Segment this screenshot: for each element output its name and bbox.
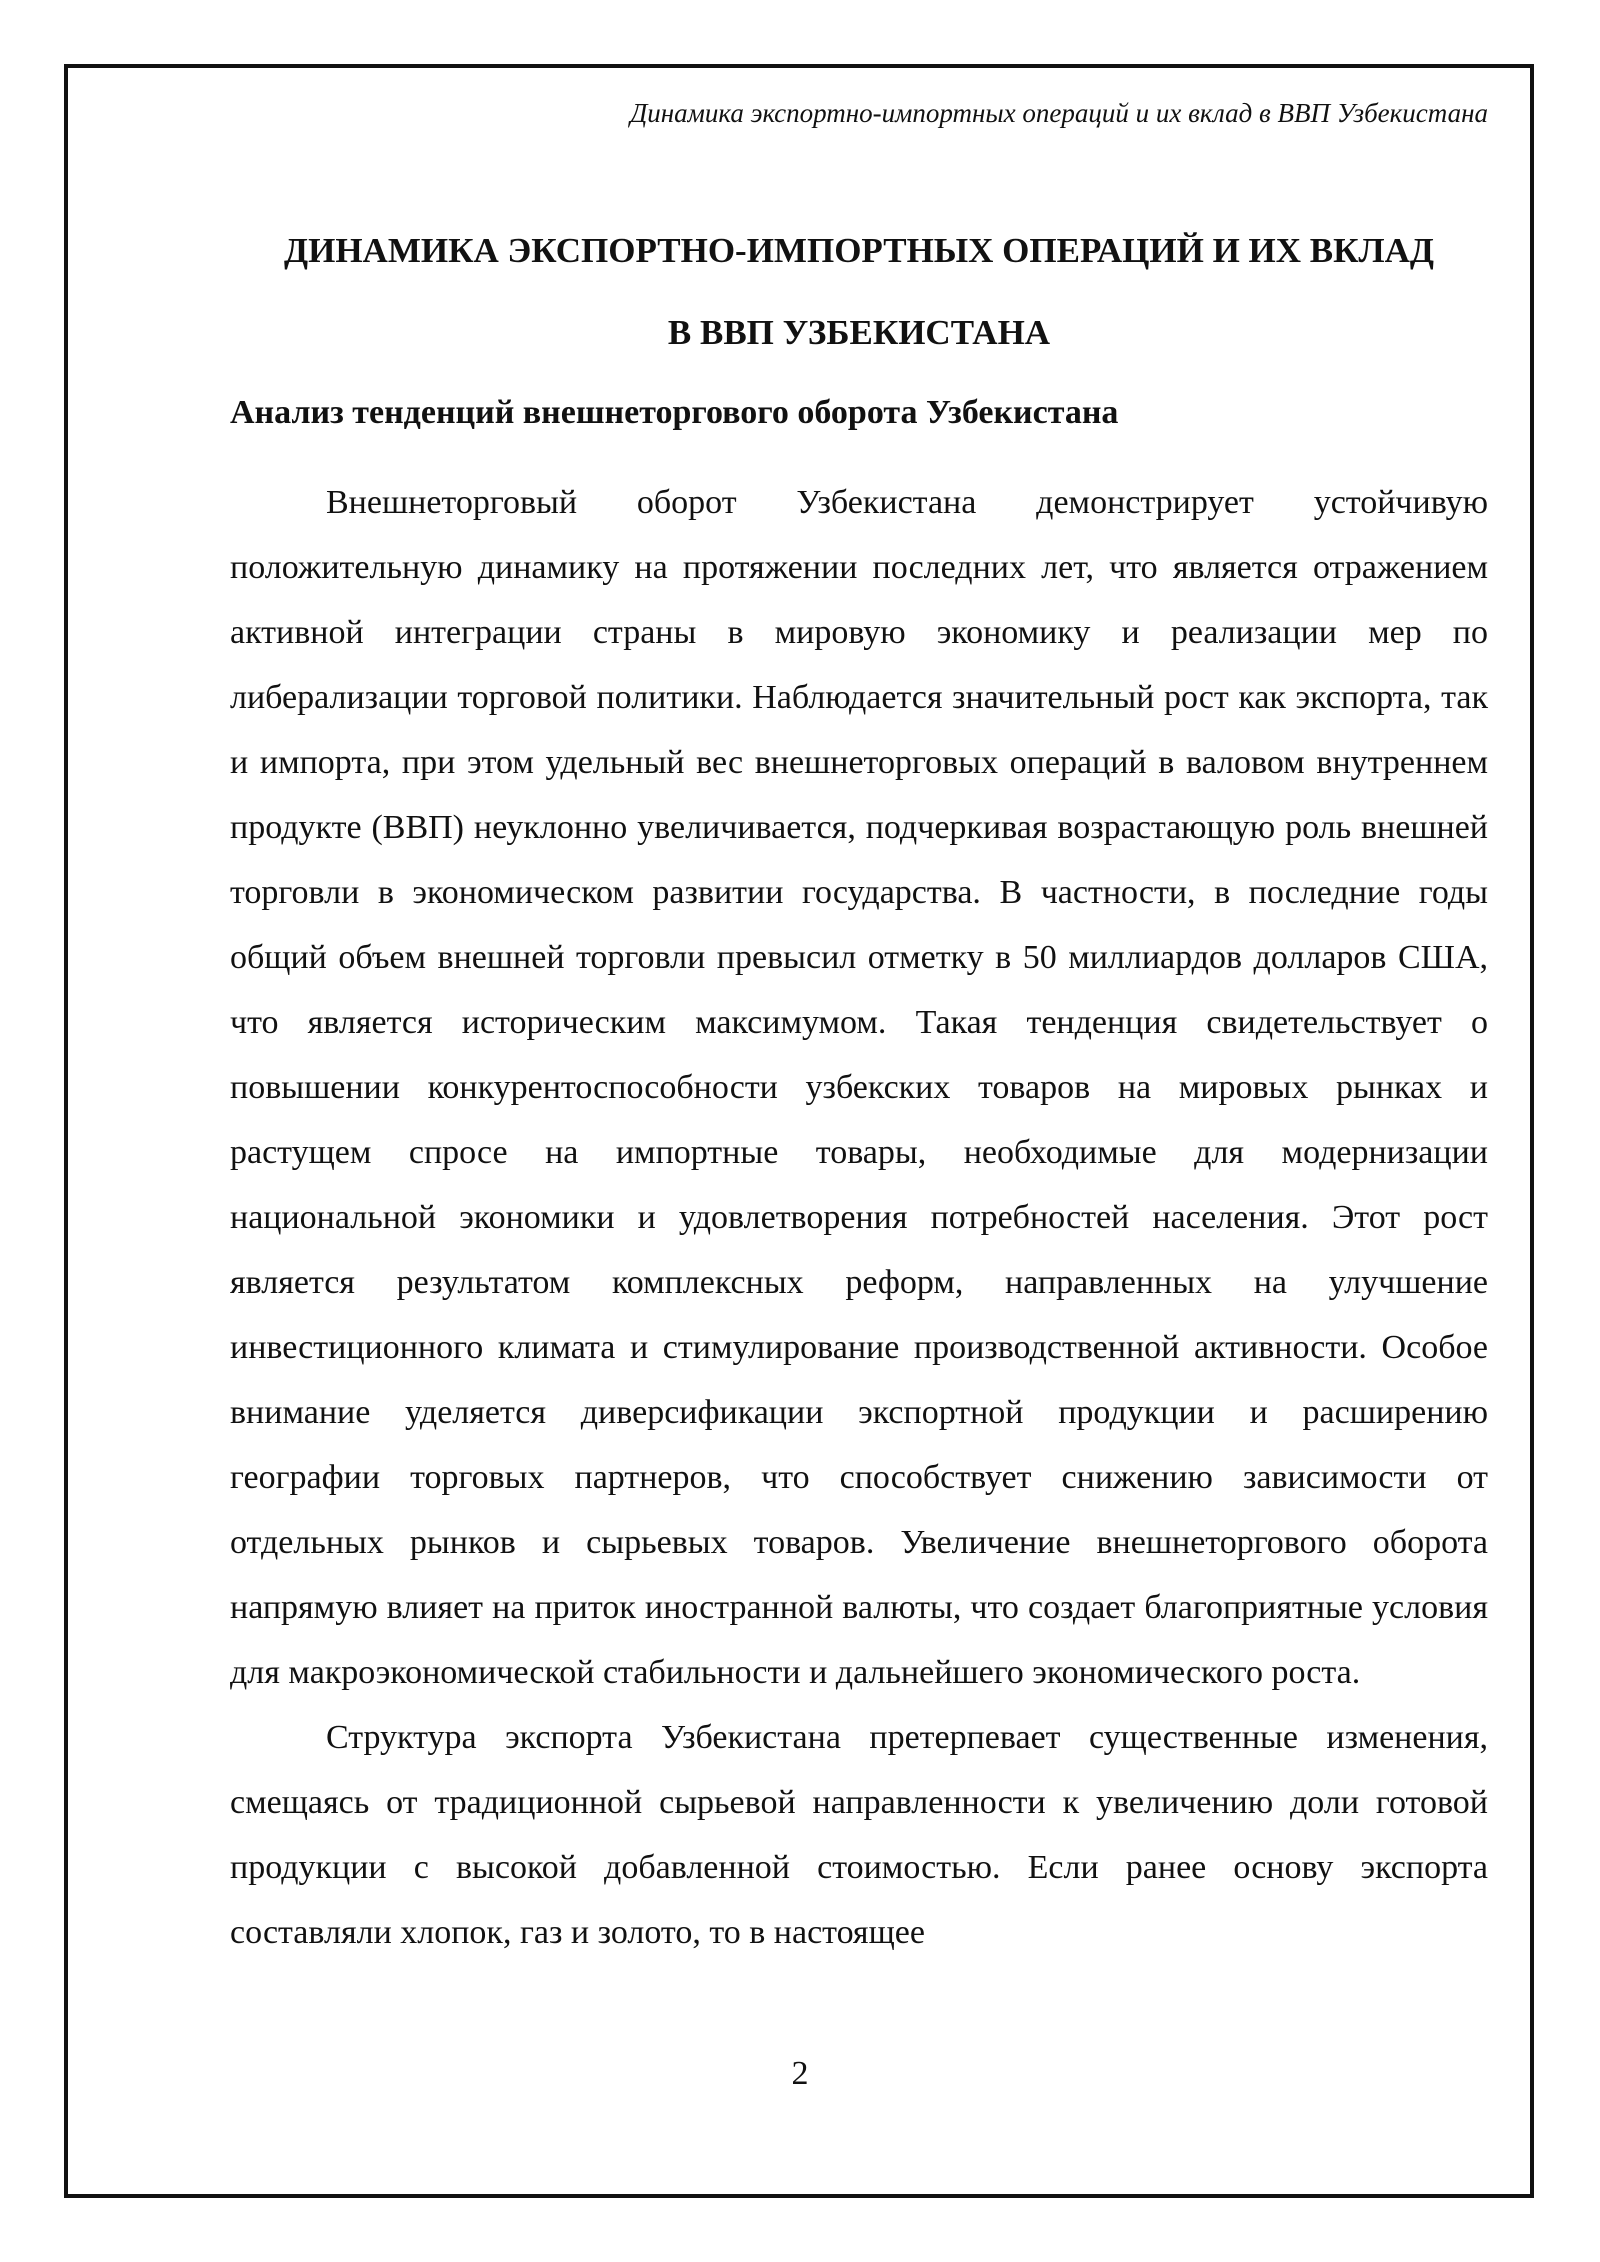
running-header: Динамика экспортно-импортных операций и их вклад в ВВП Узбекистана	[630, 98, 1488, 128]
section-heading: Анализ тенденций внешнеторгового оборота Узбекистана	[230, 394, 1119, 431]
page-number: 2	[791, 2055, 809, 2092]
document-title	[230, 210, 1488, 374]
document-title-line-2: В ВВП УЗБЕКИСТАНА	[667, 313, 1051, 352]
paragraph: Структура экспорта Узбекистана претерпевает существенные изменения, смещаясь от традиционной сырьевой направленности к увеличению доли готовой продукции с высокой добавленной стоимостью. Если ранее основу экспорта составляли хлопок, газ и золото, то в настоящее	[230, 1719, 1488, 1951]
body-text	[230, 470, 1488, 1965]
paragraph: Внешнеторговый оборот Узбекистана демонстрирует устойчивую положительную динамику на протяжении последних лет, что является отражением активной интеграции страны в мировую экономику и реализации мер по либерализации торговой политики. Наблюдается значительный рост как экспорта, так и импорта, при этом удельный вес внешнеторговых операций в валовом внутреннем продукте (ВВП) неуклонно увеличивается, подчеркивая возрастающую роль внешней торговли в экономическом развитии государства. В частности, в последние годы общий объем внешней торговли превысил отметку в 50 миллиардов долларов США, что является историческим максимумом. Такая тенденция свидетельствует о повышении конкурентоспособности узбекских товаров на мировых рынках и растущем спросе на импортные товары, необходимые для модернизации национальной экономики и удовлетворения потребностей населения. Этот рост является результатом комплексных реформ, направленных на улучшение инвестиционного климата и стимулирование производственной активности. Особое внимание уделяется диверсификации экспортной продукции и расширению географии торговых партнеров, что способствует снижению зависимости от отдельных рынков и сырьевых товаров. Увеличение внешнеторгового оборота напрямую влияет на приток иностранной валюты, что создает благоприятные условия для макроэкономической стабильности и дальнейшего экономического роста.	[230, 484, 1488, 1691]
document-title-line-1: ДИНАМИКА ЭКСПОРТНО-ИМПОРТНЫХ ОПЕРАЦИЙ И ИХ ВКЛАД	[284, 231, 1434, 270]
